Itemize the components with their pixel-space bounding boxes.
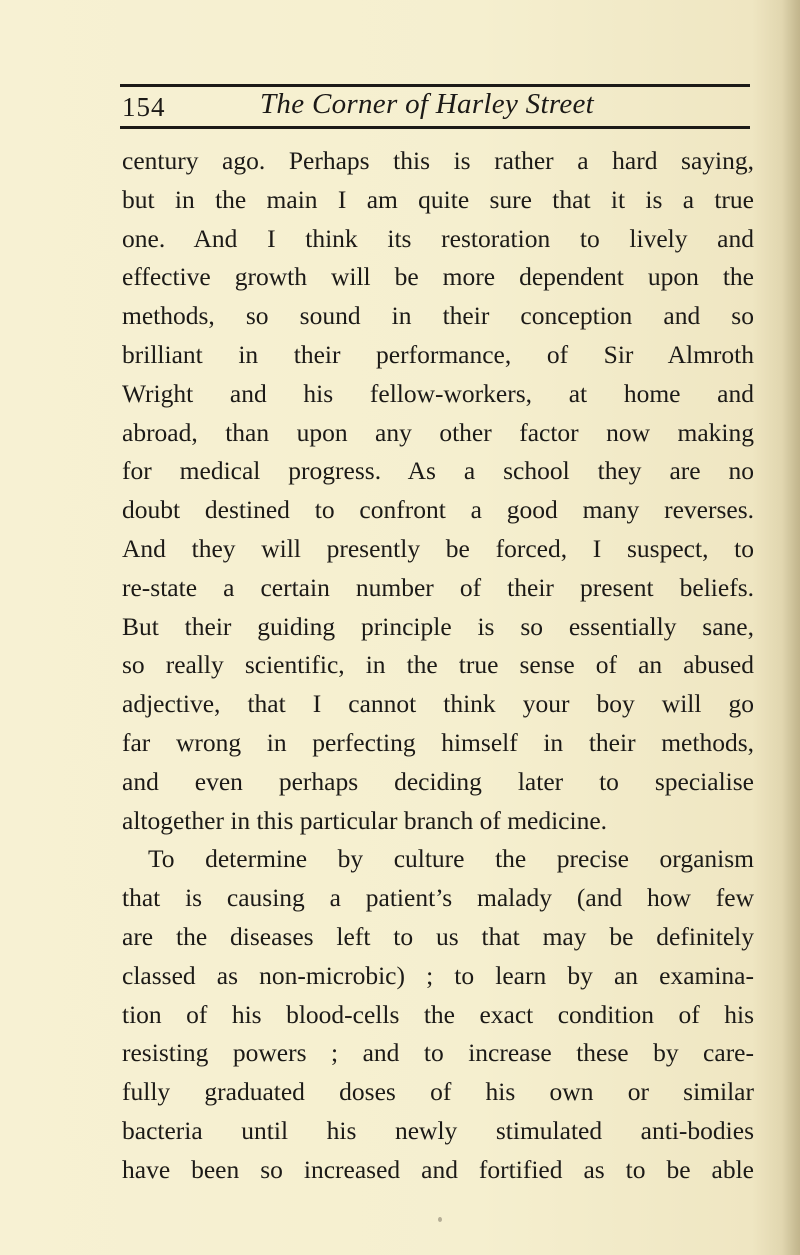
body-text	[122, 142, 754, 1190]
text-line: But their guiding principle is so essentially sane,	[122, 611, 754, 641]
text-line: tion of his blood-cells the exact condition of his	[122, 999, 754, 1029]
text-line: are the diseases left to us that may be definitely	[122, 921, 754, 951]
text-line: Wright and his fellow-workers, at home and	[122, 378, 754, 408]
paper-speck	[438, 1217, 442, 1222]
text-line: one. And I think its restoration to lively and	[122, 223, 754, 253]
text-line: that is causing a patient’s malady (and how few	[122, 883, 754, 913]
text-line: bacteria until his newly stimulated anti-bodies	[122, 1115, 754, 1145]
text-line: re-state a certain number of their present beliefs.	[122, 572, 754, 602]
text-line: adjective, that I cannot think your boy will go	[122, 689, 754, 719]
header-top-rule	[120, 84, 750, 87]
text-line: altogether in this particular branch of medicine.	[122, 805, 608, 835]
running-header	[120, 88, 750, 126]
text-line: doubt destined to confront a good many reverses.	[122, 495, 754, 525]
text-line: classed as non-microbic) ; to learn by an examina-	[122, 960, 754, 990]
text-line: methods, so sound in their conception and so	[122, 301, 754, 331]
text-line: fully graduated doses of his own or similar	[122, 1077, 754, 1107]
page-number: 154	[122, 92, 166, 122]
text-line: far wrong in perfecting himself in their methods,	[122, 727, 754, 757]
text-line: And they will presently be forced, I suspect, to	[122, 533, 754, 563]
paragraph-start-line: To determine by culture the precise organism	[148, 844, 754, 874]
running-title: The Corner of Harley Street	[260, 88, 595, 120]
text-line: brilliant in their performance, of Sir Almroth	[122, 339, 754, 369]
text-line: have been so increased and fortified as to be able	[122, 1154, 754, 1184]
text-line: effective growth will be more dependent upon the	[122, 262, 754, 292]
text-line: so really scientific, in the true sense of an abused	[122, 650, 754, 680]
text-line: abroad, than upon any other factor now making	[122, 417, 754, 447]
header-bottom-rule	[120, 126, 750, 129]
text-line: century ago. Perhaps this is rather a hard saying,	[122, 146, 754, 175]
text-line: and even perhaps deciding later to specialise	[122, 766, 754, 796]
text-line: for medical progress. As a school they are no	[122, 456, 754, 486]
text-line: resisting powers ; and to increase these by care-	[122, 1038, 754, 1068]
text-line: but in the main I am quite sure that it is a true	[122, 184, 754, 214]
page-edge-shadow	[782, 0, 800, 1255]
